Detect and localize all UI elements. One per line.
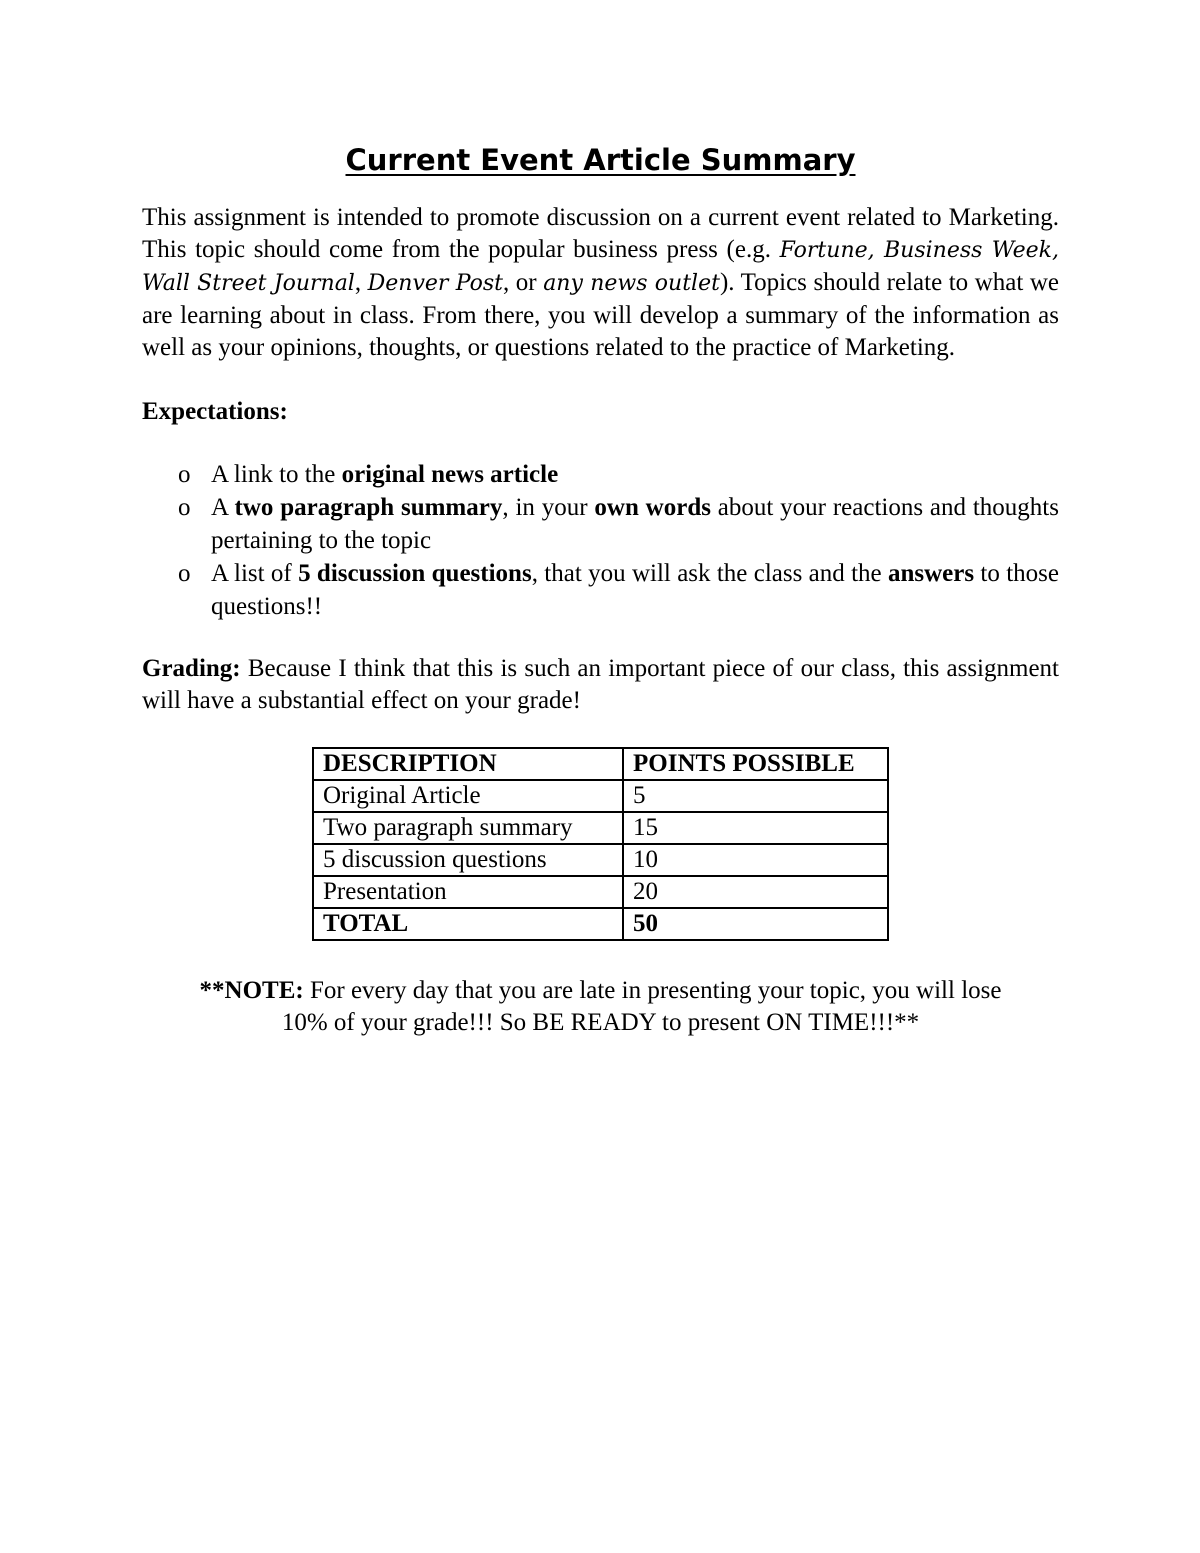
item2-text-c: , in your xyxy=(502,494,595,521)
intro-sep-1: , xyxy=(354,269,368,296)
item1-text: A link to the xyxy=(211,461,342,488)
header-description: DESCRIPTION xyxy=(313,748,623,780)
item3-bold-b: 5 discussion questions xyxy=(298,560,532,587)
item2-bold-b: two paragraph summary xyxy=(234,494,503,521)
total-label: TOTAL xyxy=(313,908,623,940)
total-points: 50 xyxy=(623,908,888,940)
grading-paragraph xyxy=(142,653,1059,717)
page-title: Current Event Article Summary xyxy=(345,143,856,177)
item3-bold-d: answers xyxy=(887,560,975,587)
item2-text-e: about your reactions and thoughts pertaining to the topic xyxy=(211,494,1059,554)
bullet-icon: o xyxy=(178,560,191,587)
header-points: POINTS POSSIBLE xyxy=(623,748,888,780)
item2-text-a: A xyxy=(211,494,235,521)
publications-italic: Fortune, Business Week, Wall Street Journal xyxy=(142,238,1059,296)
table-row xyxy=(313,876,888,908)
row-points: 20 xyxy=(623,876,888,908)
late-note xyxy=(142,975,1059,1039)
expectations-list xyxy=(142,458,1059,623)
expectations-heading: Expectations: xyxy=(142,398,288,425)
item3-text-e: to those questions!! xyxy=(211,560,1059,620)
table-row xyxy=(313,780,888,812)
list-item xyxy=(142,458,1059,491)
grading-label: Grading: xyxy=(142,655,241,682)
intro-text-start: This assignment is intended to promote discussion on a current event related to Marketing. This topic should come from the popular business press (e.g. xyxy=(142,204,1059,263)
table-header-row xyxy=(313,748,888,780)
grading-text: Because I think that this is such an important piece of our class, this assignment will have a substantial effect on your grade! xyxy=(142,655,1059,714)
row-points: 10 xyxy=(623,844,888,876)
item3-text-c: , that you will ask the class and the xyxy=(531,560,888,587)
intro-sep-2: , or xyxy=(503,269,544,296)
row-points: 5 xyxy=(623,780,888,812)
any-news-outlet-italic: any news outlet xyxy=(543,271,720,296)
table-total-row xyxy=(313,908,888,940)
note-line-1: For every day that you are late in presenting your topic, you will lose xyxy=(303,977,1002,1004)
table-row xyxy=(313,812,888,844)
item1-bold: original news article xyxy=(341,461,559,488)
row-description: 5 discussion questions xyxy=(313,844,623,876)
intro-text-end: ). Topics should relate to what we are learning about in class. From there, you will develop a summary of the information as well as your opinions, thoughts, or questions related to the practice of Marketing. xyxy=(142,269,1059,361)
bullet-icon: o xyxy=(178,461,191,488)
points-table xyxy=(312,747,889,941)
list-item xyxy=(142,557,1059,623)
row-points: 15 xyxy=(623,812,888,844)
list-item xyxy=(142,491,1059,557)
table-row xyxy=(313,844,888,876)
denver-post-italic: Denver Post xyxy=(367,271,504,296)
item3-text-a: A list of xyxy=(211,560,299,587)
row-description: Presentation xyxy=(313,876,623,908)
row-description: Two paragraph summary xyxy=(313,812,623,844)
item2-bold-d: own words xyxy=(594,494,711,521)
document-page xyxy=(142,140,1059,1039)
intro-paragraph xyxy=(142,202,1059,364)
bullet-icon: o xyxy=(178,494,191,521)
note-label: **NOTE: xyxy=(199,977,304,1004)
note-line-2: 10% of your grade!!! So BE READY to present ON TIME!!!** xyxy=(281,1009,920,1036)
row-description: Original Article xyxy=(313,780,623,812)
